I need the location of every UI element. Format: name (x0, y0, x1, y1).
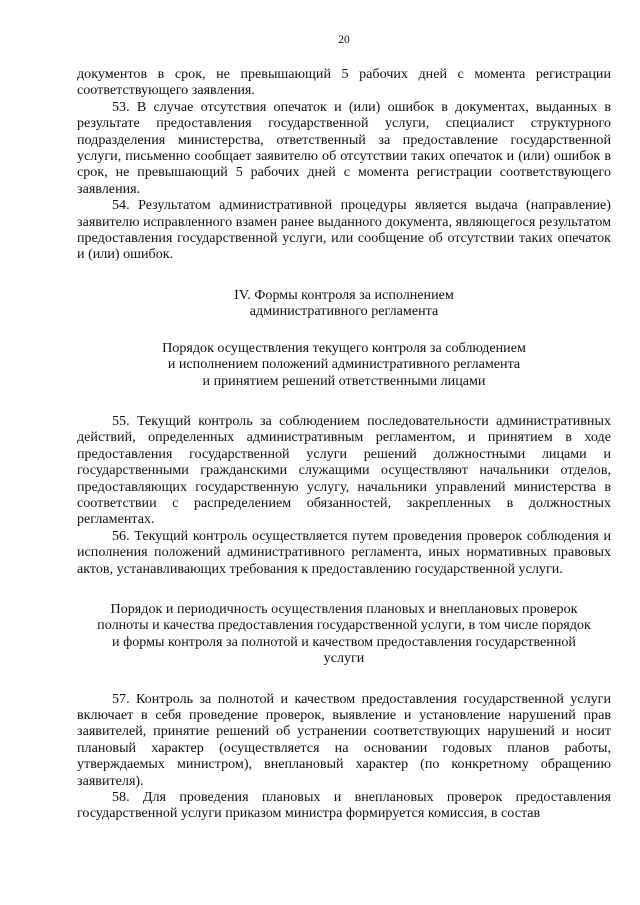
paragraph: 55. Текущий контроль за соблюдением последовательности административных действий, определенных административным регламентом, и принятием в ходе предоставления государственной услуги решений должностными лицами и государственными гражданскими служащими осуществляют начальники отделов, предоставляющих государственную услугу, начальники управлений министерства в соответствии с распределением обязанностей, закрепленных в должностных регламентах. (77, 412, 611, 528)
paragraph: 58. Для проведения плановых и внеплановых проверок предоставления государственной услуги приказом министра формируется комиссия, в состав (77, 789, 611, 822)
page-number: 20 (338, 34, 350, 46)
heading-line: IV. Формы контроля за исполнением (234, 286, 454, 303)
spacer (77, 577, 611, 601)
spacer (77, 320, 611, 340)
spacer (77, 667, 611, 691)
heading-line: Порядок осуществления текущего контроля за соблюдением (162, 339, 526, 356)
heading-line: административного регламента (249, 303, 439, 320)
section-heading (77, 287, 611, 320)
heading-line: Порядок и периодичность осуществления плановых и внеплановых проверок (110, 600, 578, 617)
heading-line: полноты и качества предоставления государственной услуги, в том числе порядок (97, 617, 591, 634)
heading-line: услуги (323, 650, 365, 667)
spacer (77, 389, 611, 413)
paragraph: 56. Текущий контроль осуществляется путем проведения проверок соблюдения и исполнения положений административного регламента, иных нормативных правовых актов, устанавливающих требования к предоставлению государственной услуги. (77, 527, 611, 577)
paragraph: 54. Результатом административной процедуры является выдача (направление) заявителю исправленного взамен ранее выданного документа, являющегося результатом предоставления государственной услуги, или сообщение об отсутствии таких опечаток и (или) ошибок. (77, 197, 611, 263)
paragraph: 57. Контроль за полнотой и качеством предоставления государственной услуги включает в себя проведение проверок, выявление и установление нарушений прав заявителей, принятие решений об устранении соответствующих нарушений и носит плановый характер (осуществляется на основании годовых планов работы, утверждаемых министром), внеплановый характер (по конкретному обращению заявителя). (77, 690, 611, 789)
heading-line: и принятием решений ответственными лицами (202, 372, 486, 389)
paragraph: документов в срок, не превышающий 5 рабочих дней с момента регистрации соответствующего заявления. (77, 66, 611, 99)
heading-line: и исполнением положений административного регламента (167, 356, 521, 373)
section-heading (77, 340, 611, 389)
paragraph: 53. В случае отсутствия опечаток и (или) ошибок в документах, выданных в результате предоставления государственной услуги, специалист структурного подразделения министерства, ответственный за предоставление государственной услуги, письменно сообщает заявителю об отсутствии таких опечаток и (или) ошибок в срок, не превышающий 5 рабочих дней с момента регистрации соответствующего заявления. (77, 98, 611, 197)
heading-line: и формы контроля за полнотой и качеством предоставления государственной (112, 633, 576, 650)
document-body (77, 66, 611, 822)
spacer (77, 263, 611, 287)
section-heading (77, 601, 611, 667)
